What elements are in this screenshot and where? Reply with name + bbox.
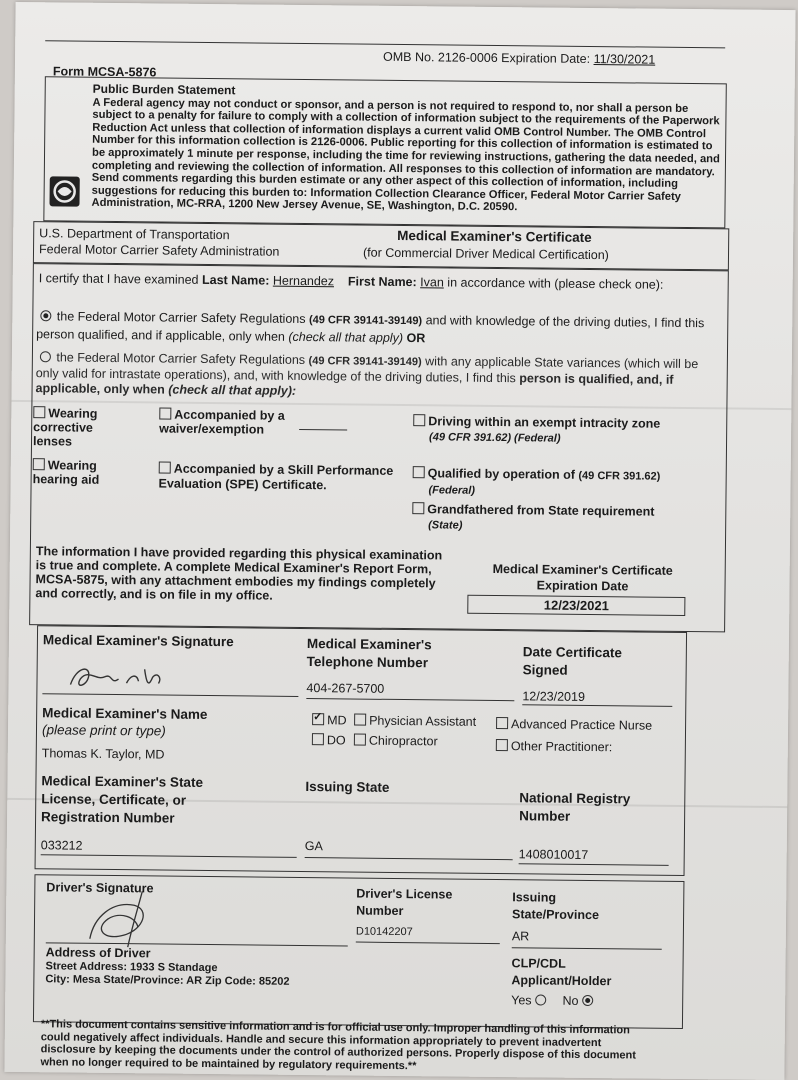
cred-other: Other Practitioner: [496,739,613,754]
form-number: Form MCSA-5876 [52,64,157,80]
grandfathered-checkbox[interactable] [412,502,424,514]
burden-heading: Public Burden Statement [92,81,236,98]
burden-statement [91,83,720,217]
cond-exempt-zone: Driving within an exempt intracity zone (49 CFR 391.62) (Federal) [413,414,713,448]
clp-no-radio[interactable] [582,995,593,1006]
driver-issuing-label: Issuing State/Province [512,890,600,923]
state-radio[interactable] [40,351,51,362]
issuing-state: GA [304,839,323,854]
exempt-zone-checkbox[interactable] [413,414,425,426]
certificate-sheet [4,2,795,1080]
examiner-phone: 404-267-5700 [306,681,385,696]
cond-grandfathered: Grandfathered from State requirement (State) [412,502,712,536]
expiration-label: Medical Examiner's Certificate Expiration Date [492,561,673,594]
option-state: the Federal Motor Carrier Safety Regulations (49 CFR 39141-39149) with any applicable State variances (which will be only valid for intrastate operations), and, with knowledge of the driving duties, I find this person is qualified, and, if applicable, only when (check all that apply): [35,350,699,398]
license-number: 033212 [40,838,83,853]
footer-notice: **This document contains sensitive information and is for official use only. Improper handling of this information could negatively affect individuals. Handle and secure this information appropriately to prevent inadvertent disclosure by keeping the documents under the control of authorized persons. Properly dispose of this document when no longer required to be maintained by regulatory requirements.** [40,1018,637,1072]
first-name-value: Ivan [420,275,444,290]
driver-issuing-state: AR [511,929,530,944]
last-name-value: Hernandez [272,273,335,289]
cond-lenses: Wearing corrective lenses [32,406,98,449]
date-signed-label: Date Certificate Signed [522,644,622,678]
examiner-phone-label: Medical Examiner's Telephone Number [306,636,432,671]
attest-text: The information I have provided regarding this physical examination is true and complete. A complete Medical Examiner's Report Form, MCSA-5875, with any attachment embodies my findings completely and correctly, and is on file in my office. [35,544,443,603]
omb-number [383,50,655,67]
federal-radio[interactable] [40,310,51,321]
apn-checkbox[interactable] [496,717,508,729]
agency-line2: Federal Motor Carrier Safety Administration [38,242,280,259]
cert-title: Medical Examiner's Certificate [397,227,592,245]
dot-logo-icon [49,176,79,206]
driver-license-label: Driver's License Number [356,886,453,919]
cond-qualified-operation: Qualified by operation of (49 CFR 391.62) (Federal) [412,466,712,501]
burden-text: A Federal agency may not conduct or sponsor, and a person is not required to respond to, nor shall a person be subject to a penalty for failure to comply with a collection of information subject to the requirements of the Paperwork Reduction Act unless that collection of information displays a current valid OMB Control Number. The OMB Control Number for this information collection is 2126-0006. Public reporting for this collection of information is estimated to be approximately 1 minute per response, including the time for reviewing instructions, gathering the data needed, and completing and reviewing the collection of information. All responses to this collection of information are mandatory. Send comments regarding this burden estimate or any other aspect of this collection of information, including suggestions for reducing this burden to: Information Collection Clearance Officer, Federal Motor Carrier Safety Administration, MC-RRA, 1200 New Jersey Avenue, SE, Washington, D.C. 20590. [91,96,720,214]
other-checkbox[interactable] [496,739,508,751]
driver-sig-label: Driver's Signature [46,880,154,896]
cert-subtitle: (for Commercial Driver Medical Certification) [362,245,609,263]
agency-line1: U.S. Department of Transportation [39,226,230,243]
driver-license-number: D10142207 [355,925,413,939]
cred-md: ✓MD [312,713,347,727]
examiner-sig-label: Medical Examiner's Signature [42,632,234,650]
clp-options: Yes No [511,993,595,1008]
lenses-checkbox[interactable] [33,406,45,418]
do-checkbox[interactable] [312,733,324,745]
cred-chiro: Chiropractor [354,734,438,749]
pa-checkbox[interactable] [354,714,366,726]
cond-spe: Accompanied by a Skill Performance Evaluation (SPE) Certificate. [158,461,394,493]
spe-checkbox[interactable] [159,461,171,473]
qualified-operation-checkbox[interactable] [413,466,425,478]
expiration-date: 12/23/2021 [467,595,685,616]
md-checkbox[interactable] [312,713,324,725]
waiver-checkbox[interactable] [159,407,171,419]
cond-waiver: Accompanied by a waiver/exemption [159,407,285,437]
registry-number: 1408010017 [518,847,589,862]
date-signed: 12/23/2019 [522,689,586,704]
certify-intro: I certify that I have examined Last Name: Hernandez First Name: Ivan in accordance with (please check one): [38,271,664,292]
cond-hearing: Wearing hearing aid [32,458,100,487]
hearing-checkbox[interactable] [33,458,45,470]
omb-expiration: 11/30/2021 [593,52,656,67]
cred-pa: Physician Assistant [354,714,476,729]
header-rule [45,40,725,48]
examiner-name-label: Medical Examiner's Name (please print or type) [41,705,208,739]
driver-address: Address of Driver Street Address: 1933 S Standage City: Mesa State/Province: AR Zip Code: 85202 [45,945,290,988]
cred-do: DO [312,733,346,747]
registry-label: National Registry Number [519,790,631,824]
issuing-state-label: Issuing State [305,779,390,795]
examiner-name: Thomas K. Taylor, MD [41,746,165,762]
chiropractor-checkbox[interactable] [354,734,366,746]
clp-yes-radio[interactable] [536,994,547,1005]
option-federal: the Federal Motor Carrier Safety Regulations (49 CFR 39141-39149) and with knowledge of the driving duties, I find this person qualified, and if applicable, only when (check all that apply) OR [36,309,705,346]
omb-label: OMB No. 2126-0006 Expiration Date: [382,49,591,66]
license-label: Medical Examiner's State License, Certificate, or Registration Number [41,773,204,826]
cred-apn: Advanced Practice Nurse [496,717,652,733]
clp-label: CLP/CDL Applicant/Holder [511,956,612,989]
